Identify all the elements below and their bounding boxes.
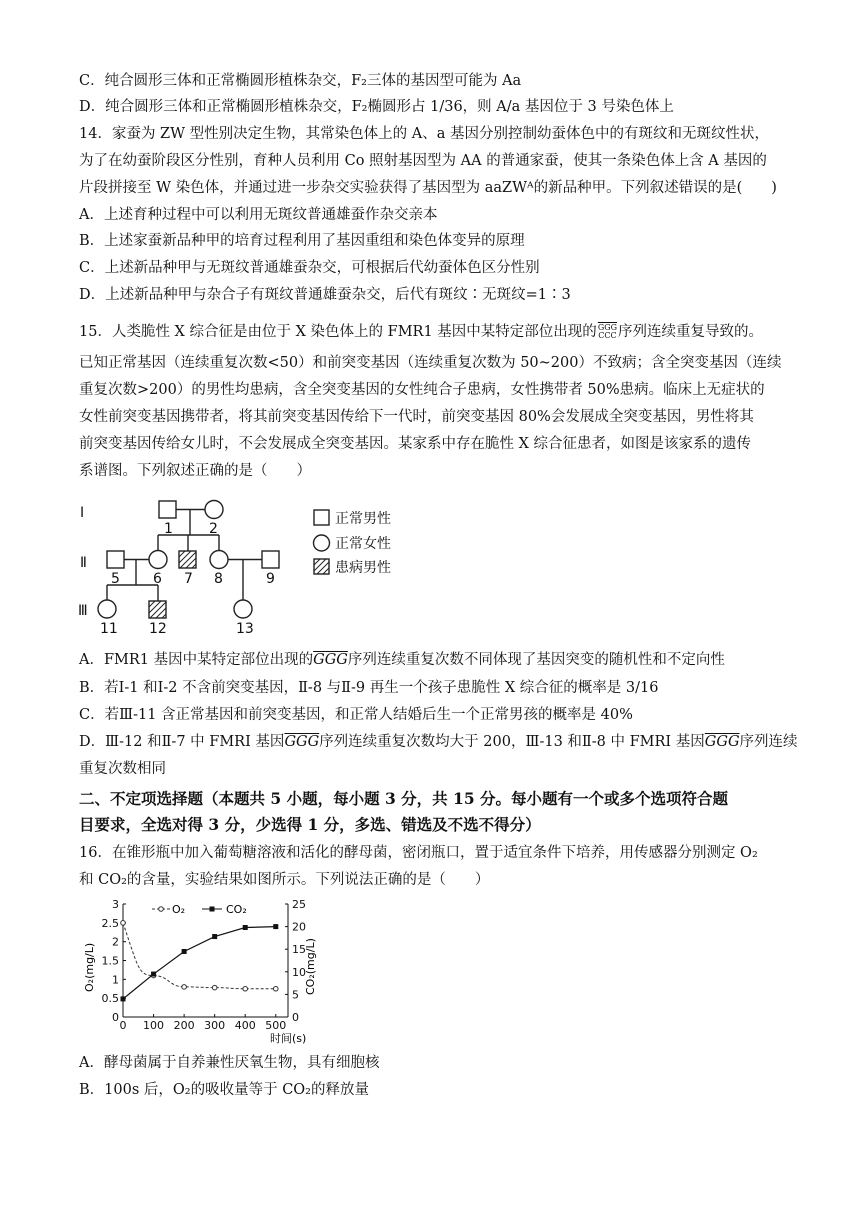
q14-stem-1: 14．家蚕为 ZW 型性别决定生物，其常染色体上的 A、a 基因分别控制幼蚕体色中的有斑纹和无斑纹性状， (79, 126, 769, 142)
y-left-tick-label: 0 (112, 1011, 119, 1024)
q16-stem-1: 16．在锥形瓶中加入葡萄糖溶液和活化的酵母菌，密闭瓶口，置于适宜条件下培养，用传感器分别测定 O₂ (79, 845, 758, 861)
x-tick-label: 0 (119, 1019, 127, 1032)
y-left-tick-label: 1.5 (101, 954, 119, 968)
individual-III-11 (98, 600, 116, 618)
y-right-label: CO₂(mg/L) (304, 938, 317, 995)
num-12: 12 (149, 621, 167, 637)
seq-ggg-d1: $\overline{GGG}$ (284, 734, 320, 750)
q14-option-d: D．上述新品种甲与杂合子有斑纹普通雄蚕杂交，后代有斑纹∶无斑纹=1∶3 (79, 287, 571, 303)
chart-legend (152, 903, 247, 916)
co2-point (212, 934, 217, 939)
section-2-heading-1: 二、不定项选择题（本题共 5 小题，每小题 3 分，共 15 分。每小题有一个或多个选项符合题 (79, 789, 729, 808)
legend-affected-label: 患病男性 (335, 560, 391, 576)
q16-stem-2: 和 CO₂的含量，实验结果如图所示。下列说法正确的是（ ） (79, 872, 490, 888)
o2-point (182, 985, 187, 990)
co2-point (273, 924, 278, 929)
y-left-tick-label: 0.5 (101, 992, 119, 1006)
pedigree-chart (78, 497, 408, 642)
num-7: 7 (184, 571, 193, 587)
num-8: 8 (214, 571, 223, 587)
legend-female-label: 正常女性 (335, 536, 391, 552)
q14-option-b: B．上述家蚕新品种甲的培育过程利用了基因重组和染色体变异的原理 (79, 233, 525, 249)
q15-stem-1 (79, 322, 800, 342)
legend-co2: CO₂ (226, 903, 247, 916)
q14-option-c: C．上述新品种甲与无斑纹普通雄蚕杂交，可根据后代幼蚕体色区分性别 (79, 260, 540, 276)
gen-label-I: Ⅰ (80, 505, 85, 521)
y-right-tick-label: 20 (292, 920, 306, 934)
q15-option-a-1: A．FMR1 基因中某特定部位出现的 (79, 652, 314, 668)
individual-III-13 (234, 600, 252, 618)
individual-I-2 (205, 501, 223, 519)
num-11: 11 (100, 621, 118, 637)
num-13: 13 (236, 621, 254, 637)
num-2: 2 (209, 521, 218, 537)
x-tick-label: 300 (204, 1019, 226, 1032)
q14-stem-3: 片段拼接至 W 染色体，并通过进一步杂交实验获得了基因型为 aaZWᴬ的新品种甲。下列叙述错误的是( ) (79, 180, 777, 196)
num-9: 9 (266, 571, 275, 587)
legend-o2: O₂ (172, 903, 186, 916)
q15-option-a-2: 序列连续重复次数不同体现了基因突变的随机性和不定向性 (347, 652, 725, 668)
q15-stem-3: 重复次数>200）的男性均患病，含全突变基因的女性纯合子患病，女性携带者 50%患病。临床上无症状的 (79, 382, 765, 398)
series-o2-line (123, 923, 276, 989)
seq-ggg-d2: $\overline{GGG}$ (704, 734, 740, 750)
individual-II-7 (179, 551, 196, 568)
x-label: 时间(s) (270, 1032, 307, 1045)
q15-option-d (79, 732, 800, 752)
series-co2-line (123, 927, 276, 999)
o2-co2-chart (82, 900, 322, 1045)
seq-ggg-a: $\overline{GGG}$ (313, 652, 348, 668)
individual-II-9 (262, 551, 279, 568)
y-right-tick-label: 25 (292, 900, 306, 911)
y-right-tick-label: 15 (292, 943, 306, 957)
q14-stem-2: 为了在幼蚕阶段区分性别，育种人员利用 Co 照射基因型为 AA 的普通家蚕，使其一条染色体上含 A 基因的 (79, 153, 767, 169)
q13-option-d: D．纯合圆形三体和正常椭圆形植株杂交，F₂椭圆形占 1/36，则 A/a 基因位于 3 号染色体上 (79, 99, 674, 115)
x-tick-label: 200 (173, 1019, 195, 1032)
o2-point (243, 986, 248, 991)
legend-male-label: 正常男性 (335, 511, 391, 527)
x-tick-label: 400 (234, 1019, 256, 1032)
y-left-label: O₂(mg/L) (83, 942, 96, 992)
q16-option-a: A．酵母菌属于自养兼性厌氧生物，具有细胞核 (79, 1055, 380, 1071)
num-1: 1 (164, 521, 173, 537)
ggg-ccc-sequence (598, 324, 617, 340)
q15-option-c: C．若Ⅲ-11 含正常基因和前突变基因，和正常人结婚后生一个正常男孩的概率是 40% (79, 707, 633, 723)
x-tick-label: 500 (265, 1019, 287, 1032)
q15-option-d-1: D．Ⅲ-12 和Ⅱ-7 中 FMRI 基因 (79, 734, 285, 750)
section-2-heading-2: 目要求，全选对得 3 分，少选得 1 分，多选、错选及不选不得分） (79, 815, 541, 834)
q15-stem-1a: 15．人类脆性 X 综合征是由位于 X 染色体上的 FMR1 基因中某特定部位出现的 (79, 324, 597, 340)
y-left-tick-label: 2 (112, 935, 119, 949)
q15-stem-5: 前突变基因传给女儿时，不会发展成全突变基因。某家系中存在脆性 X 综合征患者，如图是该家系的遗传 (79, 436, 752, 452)
individual-II-5 (107, 551, 124, 568)
individual-III-12 (149, 601, 166, 618)
q13-option-c: C．纯合圆形三体和正常椭圆形植株杂交，F₂三体的基因型可能为 Aa (79, 73, 522, 89)
y-right-tick-label: 5 (292, 988, 299, 1002)
q14-option-a: A．上述育种过程中可以利用无斑纹普通雄蚕作杂交亲本 (79, 207, 438, 223)
q15-option-b: B．若Ⅰ-1 和Ⅰ-2 不含前突变基因，Ⅱ-8 与Ⅱ-9 再生一个孩子患脆性 X 综合征的概率是 3/16 (79, 680, 659, 696)
y-right-tick-label: 10 (292, 965, 306, 979)
q15-option-d-cont: 重复次数相同 (79, 761, 166, 777)
co2-point (182, 949, 187, 954)
legend-male-symbol (314, 510, 329, 525)
individual-II-6 (149, 551, 167, 569)
o2-point (273, 986, 278, 991)
x-tick-label: 100 (143, 1019, 165, 1032)
q15-option-d-3: 序列连续 (739, 734, 798, 750)
q16-option-b: B．100s 后，O₂的吸收量等于 CO₂的释放量 (79, 1082, 369, 1098)
legend-affected-symbol (314, 559, 329, 574)
individual-II-8 (210, 551, 228, 569)
q15-stem-4: 女性前突变基因携带者，将其前突变基因传给下一代时，前突变基因 80%会发展成全突变基因，男性将其 (79, 409, 754, 425)
co2-point (121, 996, 126, 1001)
gen-label-II: Ⅱ (80, 555, 87, 571)
y-right-tick-label: 0 (292, 1011, 299, 1024)
num-5: 5 (111, 571, 120, 587)
individual-I-1 (159, 501, 176, 518)
seq-ccc: CCC (598, 331, 617, 340)
seq-ggg: $\overline{GGG}$ (597, 323, 617, 332)
legend-female-symbol (314, 535, 330, 551)
gen-label-III: Ⅲ (78, 603, 88, 619)
o2-point (212, 985, 217, 990)
q15-option-d-2: 序列连续重复次数均大于 200，Ⅲ-13 和Ⅱ-8 中 FMRI 基因 (319, 734, 705, 750)
o2-point (121, 921, 126, 926)
y-left-tick-label: 1 (112, 973, 119, 987)
q15-stem-1b: 序列连续重复导致的。 (617, 324, 763, 340)
num-6: 6 (153, 571, 162, 587)
co2-point (151, 972, 156, 977)
q15-option-a (79, 650, 800, 670)
co2-point (243, 925, 248, 930)
y-left-tick-label: 3 (112, 900, 119, 911)
q15-stem-6: 系谱图。下列叙述正确的是（ ） (79, 463, 311, 479)
y-left-tick-label: 2.5 (101, 916, 119, 930)
q15-stem-2: 已知正常基因（连续重复次数<50）和前突变基因（连续重复次数为 50~200）不致病；含全突变基因（连续 (79, 355, 782, 371)
